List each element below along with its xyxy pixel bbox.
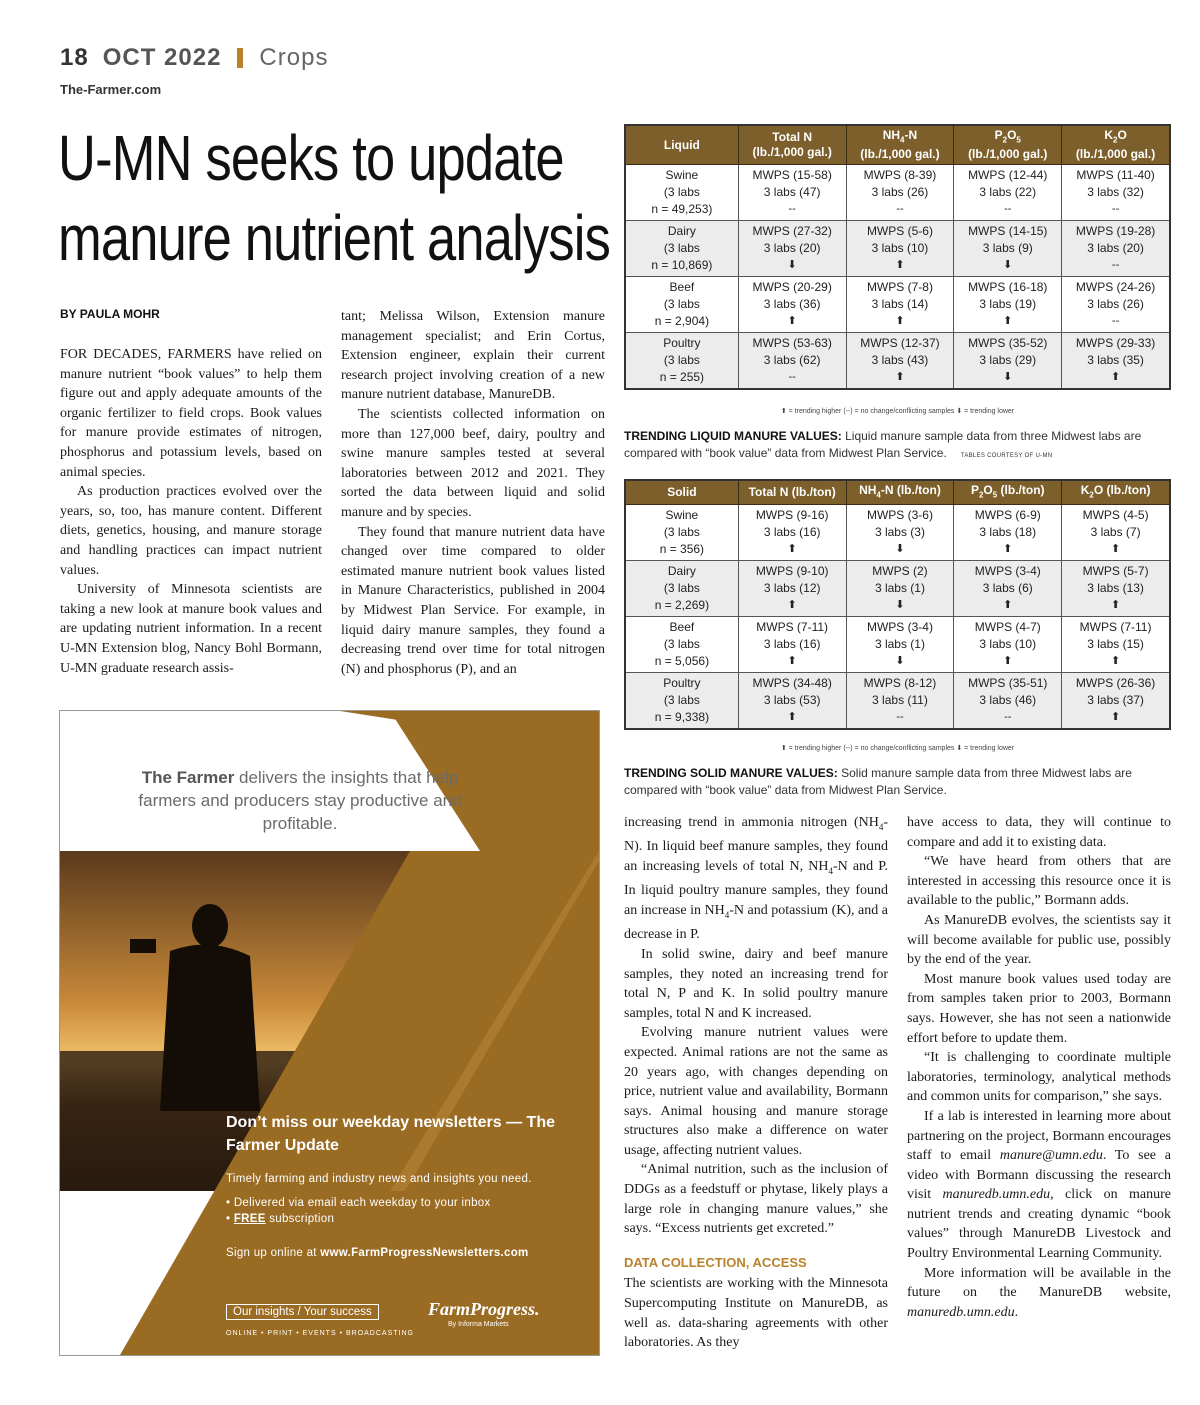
- trend-indicator: ⬆: [787, 711, 797, 724]
- nutrient-cell: MWPS (11-40) 3 labs (32) --: [1062, 165, 1170, 221]
- nutrient-cell: MWPS (19-28) 3 labs (20) --: [1062, 221, 1170, 277]
- column-header: Liquid: [625, 125, 738, 165]
- trend-indicator: --: [788, 371, 796, 384]
- website-link[interactable]: manuredb.umn.edu: [942, 1187, 1051, 1203]
- column-header: Solid: [625, 480, 738, 505]
- paragraph: have access to data, they will continue to compare and add it to existing data.: [907, 815, 1171, 850]
- issue-date: OCT 2022: [102, 44, 222, 71]
- nutrient-cell: MWPS (4-7) 3 labs (10) ⬆: [954, 617, 1062, 673]
- trend-indicator: --: [1111, 315, 1120, 328]
- ad-signup-cta[interactable]: Sign up online at www.FarmProgressNewsletters.com: [226, 1247, 529, 1259]
- column-header: $P_2O_5$ (lb./ton): [954, 480, 1062, 505]
- table-row: [625, 221, 1170, 277]
- trend-indicator: ⬆: [1003, 599, 1013, 612]
- informa-markets-tag: By Informa Markets: [448, 1321, 509, 1328]
- table-row: [625, 333, 1170, 390]
- ad-headline: The Farmer delivers the insights that help farmers and producers stay productive and profitable.: [138, 768, 462, 833]
- paragraph: They found that manure nutrient data have changed over time compared to older estimated manure nutrient book values listed in Manure Characteristics, published in 2004 by Midwest Plan Service. For example, in liquid dairy manure samples, they found a decreasing trend over time for total nitrogen (N) and phosphorus (P), and an: [341, 524, 605, 677]
- table-header-row: [625, 480, 1170, 505]
- ad-bullets: • Delivered via email each weekday to your inbox • FREE subscription: [226, 1197, 491, 1225]
- paragraph: Evolving manure nutrient values were expected. Animal rations are not the same as 20 years ago, with changes depending on price, nutrient value and availability, Bormann says. Animal housing and manure storage structures also make a difference on water usage, affecting nutrient values.: [624, 1025, 888, 1158]
- nutrient-cell: MWPS (24-26) 3 labs (26) --: [1062, 277, 1170, 333]
- paragraph: increasing trend in ammonia nitrogen $(NH_4-N)$. In liquid beef manure samples, they found an increasing levels of total N, $NH_4-N$ and P. In liquid poultry manure samples, they found an increase in $NH_4-N$ and potassium (K), and a decrease in P.: [624, 815, 888, 943]
- species-cell: Poultry (3 labs n = 255): [625, 333, 738, 390]
- nutrient-cell: MWPS (26-36) 3 labs (37) ⬆: [1062, 673, 1170, 730]
- solid-manure-table: [624, 479, 1171, 730]
- column-header: $P_2O_5$ (lb./1,000 gal.): [954, 125, 1062, 165]
- trend-indicator: ⬆: [1110, 371, 1121, 384]
- nutrient-cell: MWPS (35-52) 3 labs (29) ⬇: [954, 333, 1062, 390]
- nutrient-cell: MWPS (7-11) 3 labs (16) ⬆: [738, 617, 846, 673]
- species-cell: Poultry (3 labs n = 9,338): [625, 673, 738, 730]
- nutrient-cell: MWPS (5-7) 3 labs (13) ⬆: [1062, 561, 1170, 617]
- nutrient-cell: MWPS (3-6) 3 labs (3) ⬇: [846, 505, 954, 561]
- species-cell: Swine (3 labs n = 356): [625, 505, 738, 561]
- trend-indicator: ⬇: [1003, 259, 1013, 272]
- nutrient-cell: MWPS (12-37) 3 labs (43) ⬆: [846, 333, 954, 390]
- trend-indicator: ⬆: [895, 371, 905, 384]
- trend-indicator: ⬆: [787, 655, 797, 668]
- nutrient-cell: MWPS (9-10) 3 labs (12) ⬆: [738, 561, 846, 617]
- trend-indicator: --: [1111, 203, 1120, 216]
- folio-divider: [237, 48, 243, 68]
- nutrient-cell: MWPS (6-9) 3 labs (18) ⬆: [954, 505, 1062, 561]
- column-header: $K_2O$ (lb./ton): [1062, 480, 1170, 505]
- email-link[interactable]: manure@umn.edu: [999, 1148, 1103, 1164]
- farmprogress-logo: FarmProgress.: [428, 1299, 540, 1319]
- paragraph: FOR DECADES, FARMERS have relied on manure nutrient “book values” to help them figure out and apply adequate amounts of the organic fertilizer to field crops. Book values for manure provide estimates of nitrogen, phosphorus and potassium levels, based on animal species.: [60, 347, 322, 480]
- table-row: [625, 505, 1170, 561]
- ad-subtitle: Timely farming and industry news and insights you need.: [226, 1173, 532, 1185]
- trend-legend: ⬆ = trending higher (--) = no change/conflicting samples ⬇ = trending lower: [780, 408, 1015, 415]
- paragraph: The scientists collected information on more than 127,000 beef, dairy, poultry and swine manure samples tested at several laboratories between 2012 and 2021. They sorted the data between liquid and solid manure and by species.: [341, 406, 605, 520]
- newsletter-advertisement[interactable]: [59, 710, 600, 1356]
- nutrient-cell: MWPS (3-4) 3 labs (6) ⬆: [954, 561, 1062, 617]
- table-row: [625, 277, 1170, 333]
- nutrient-cell: MWPS (3-4) 3 labs (1) ⬇: [846, 617, 954, 673]
- species-cell: Swine (3 labs n = 49,253): [625, 165, 738, 221]
- paragraph: “We have heard from others that are interested in accessing this resource once it is available to the public,” Bormann adds.: [907, 854, 1171, 909]
- trend-indicator: --: [788, 203, 796, 216]
- table-header-row: [625, 125, 1170, 165]
- trend-indicator: ⬆: [1110, 711, 1121, 724]
- trend-indicator: ⬇: [895, 599, 905, 612]
- trend-indicator: ⬆: [787, 599, 797, 612]
- paragraph: If a lab is interested in learning more about partnering on the project, Bormann encourages staff to email manure@umn.edu. To see a video with Bormann discussing the research visit manuredb.umn.edu, click on manure nutrient trends and creating dynamic “book values” through ManureDB Livestock and Poultry Environmental Learning Community.: [907, 1108, 1172, 1262]
- column-header: $NH_4-N$ (lb./ton): [846, 480, 954, 505]
- trend-indicator: --: [896, 711, 904, 724]
- website-link[interactable]: manuredb.umn.edu: [907, 1304, 1015, 1320]
- nutrient-cell: MWPS (15-58) 3 labs (47) --: [738, 165, 846, 221]
- paragraph: As production practices evolved over the years, so, too, has manure content. Different diets, genetics, housing, and manure storage and handling practices can impact nutrient values.: [60, 484, 322, 578]
- trend-indicator: ⬇: [1003, 371, 1013, 384]
- column-header: $K_2O$ (lb./1,000 gal.): [1062, 125, 1170, 165]
- nutrient-cell: MWPS (9-16) 3 labs (16) ⬆: [738, 505, 846, 561]
- nutrient-cell: MWPS (27-32) 3 labs (20) ⬇: [738, 221, 846, 277]
- page-number: 18: [60, 44, 89, 71]
- article-column-3: [624, 813, 888, 1353]
- nutrient-cell: MWPS (34-48) 3 labs (53) ⬆: [738, 673, 846, 730]
- trend-indicator: ⬆: [895, 259, 905, 272]
- trend-indicator: ⬆: [1110, 599, 1121, 612]
- folio: [60, 44, 328, 72]
- trend-indicator: ⬇: [895, 655, 905, 668]
- ad-tagline-pill: Our insights / Your success: [226, 1304, 379, 1320]
- trend-indicator: ⬆: [1003, 543, 1013, 556]
- table-row: [625, 165, 1170, 221]
- species-cell: Beef (3 labs n = 5,056): [625, 617, 738, 673]
- nutrient-cell: MWPS (12-44) 3 labs (22) --: [954, 165, 1062, 221]
- table-row: [625, 561, 1170, 617]
- ad-footer-channels: ONLINE • PRINT • EVENTS • BROADCASTING: [226, 1330, 414, 1337]
- species-cell: Dairy (3 labs n = 10,869): [625, 221, 738, 277]
- nutrient-cell: MWPS (5-6) 3 labs (10) ⬆: [846, 221, 954, 277]
- nutrient-cell: MWPS (8-39) 3 labs (26) --: [846, 165, 954, 221]
- trend-indicator: ⬇: [787, 259, 797, 272]
- paragraph: University of Minnesota scientists are taking a new look at manure book values and are updating nutrient information. In a recent U-MN Extension blog, Nancy Bohl Bormann, U-MN graduate research assis-: [60, 582, 322, 676]
- ad-title: Don’t miss our weekday newsletters — The Farmer Update: [226, 1114, 555, 1154]
- table-row: [625, 617, 1170, 673]
- ad-newsletter-text: [226, 1111, 566, 1259]
- headline: [58, 118, 611, 278]
- paragraph: As ManureDB evolves, the scientists say it will become available for public use, possibly by the end of the year.: [907, 912, 1171, 968]
- nutrient-cell: MWPS (4-5) 3 labs (7) ⬆: [1062, 505, 1170, 561]
- headline-line-1: U-MN seeks to update: [58, 122, 564, 194]
- subhead: DATA COLLECTION, ACCESS: [624, 1254, 807, 1270]
- byline: BY PAULA MOHR: [60, 307, 160, 321]
- nutrient-cell: MWPS (7-11) 3 labs (15) ⬆: [1062, 617, 1170, 673]
- headline-line-2: manure nutrient analysis: [58, 202, 611, 274]
- paragraph: The scientists are working with the Minnesota Supercomputing Institute on ManureDB, as well as. data-sharing agreements with other laboratories. As they: [624, 1276, 888, 1351]
- trend-indicator: ⬆: [1110, 543, 1121, 556]
- trend-indicator: ⬆: [787, 543, 797, 556]
- paragraph: tant; Melissa Wilson, Extension manure management specialist; and Erin Cortus, Extension engineer, explain their current research project involving creation of a new manure nutrient database, ManureDB.: [341, 309, 605, 403]
- nutrient-cell: MWPS (35-51) 3 labs (46) --: [954, 673, 1062, 730]
- trend-indicator: ⬆: [1003, 315, 1013, 328]
- table-caption: TRENDING LIQUID MANURE VALUES: Liquid manure sample data from three Midwest labs are compared with “book value” data from Midwest Plan Service. TABLES COURTESY OF U-MN: [624, 429, 1142, 460]
- table-caption: TRENDING SOLID MANURE VALUES: Solid manure sample data from three Midwest labs are compared with “book value” data from Midwest Plan Service.: [624, 766, 1132, 797]
- liquid-manure-table: [624, 124, 1171, 390]
- trend-indicator: ⬆: [1110, 655, 1121, 668]
- article-column-1: [60, 345, 322, 678]
- nutrient-cell: MWPS (7-8) 3 labs (14) ⬆: [846, 277, 954, 333]
- trend-indicator: ⬆: [787, 315, 797, 328]
- nutrient-cell: MWPS (53-63) 3 labs (62) --: [738, 333, 846, 390]
- trend-indicator: --: [1004, 203, 1012, 216]
- table-row: [625, 673, 1170, 730]
- species-cell: Beef (3 labs n = 2,904): [625, 277, 738, 333]
- article-column-4: [907, 813, 1171, 1322]
- table-credit: TABLES COURTESY OF U-MN: [960, 453, 1053, 459]
- paragraph: Most manure book values used today are from samples taken prior to 2003, Bormann says. However, she has not seen a nationwide effort before to update them.: [907, 971, 1171, 1046]
- nutrient-cell: MWPS (2) 3 labs (1) ⬇: [846, 561, 954, 617]
- column-header: $NH_4-N$ (lb./1,000 gal.): [846, 125, 954, 165]
- trend-legend: ⬆ = trending higher (--) = no change/conflicting samples ⬇ = trending lower: [780, 745, 1015, 752]
- site-url: The-Farmer.com: [60, 82, 162, 97]
- paragraph: More information will be available in the future on the ManureDB website, manuredb.umn.edu.: [907, 1265, 1171, 1320]
- nutrient-cell: MWPS (20-29) 3 labs (36) ⬆: [738, 277, 846, 333]
- nutrient-cell: MWPS (16-18) 3 labs (19) ⬆: [954, 277, 1062, 333]
- article-column-2: [341, 307, 605, 679]
- nutrient-cell: MWPS (8-12) 3 labs (11) --: [846, 673, 954, 730]
- nutrient-cell: MWPS (14-15) 3 labs (9) ⬇: [954, 221, 1062, 277]
- trend-indicator: --: [1111, 259, 1120, 272]
- newsletter-url-link: www.FarmProgressNewsletters.com: [320, 1247, 529, 1259]
- trend-indicator: ⬆: [895, 315, 905, 328]
- trend-indicator: --: [896, 203, 904, 216]
- nutrient-cell: MWPS (29-33) 3 labs (35) ⬆: [1062, 333, 1170, 390]
- section-name: Crops: [259, 44, 329, 71]
- column-header: Total N (lb./ton): [738, 480, 846, 505]
- species-cell: Dairy (3 labs n = 2,269): [625, 561, 738, 617]
- trend-indicator: --: [1004, 711, 1012, 724]
- column-header: Total N (lb./1,000 gal.): [738, 125, 846, 165]
- paragraph: “Animal nutrition, such as the inclusion of DDGs as a feedstuff or phytase, likely plays a large role in changing manure values,” she says. “Excess nutrients get excreted.”: [624, 1162, 888, 1237]
- trend-indicator: ⬆: [1003, 655, 1013, 668]
- paragraph: In solid swine, dairy and beef manure samples, they noted an increasing trend for total N, P and K. In solid poultry manure samples, total N and K increased.: [624, 946, 888, 1021]
- trend-indicator: ⬇: [895, 543, 905, 556]
- paragraph: “It is challenging to coordinate multiple laboratories, terminology, analytical methods and common units for comparison,” she says.: [907, 1050, 1171, 1105]
